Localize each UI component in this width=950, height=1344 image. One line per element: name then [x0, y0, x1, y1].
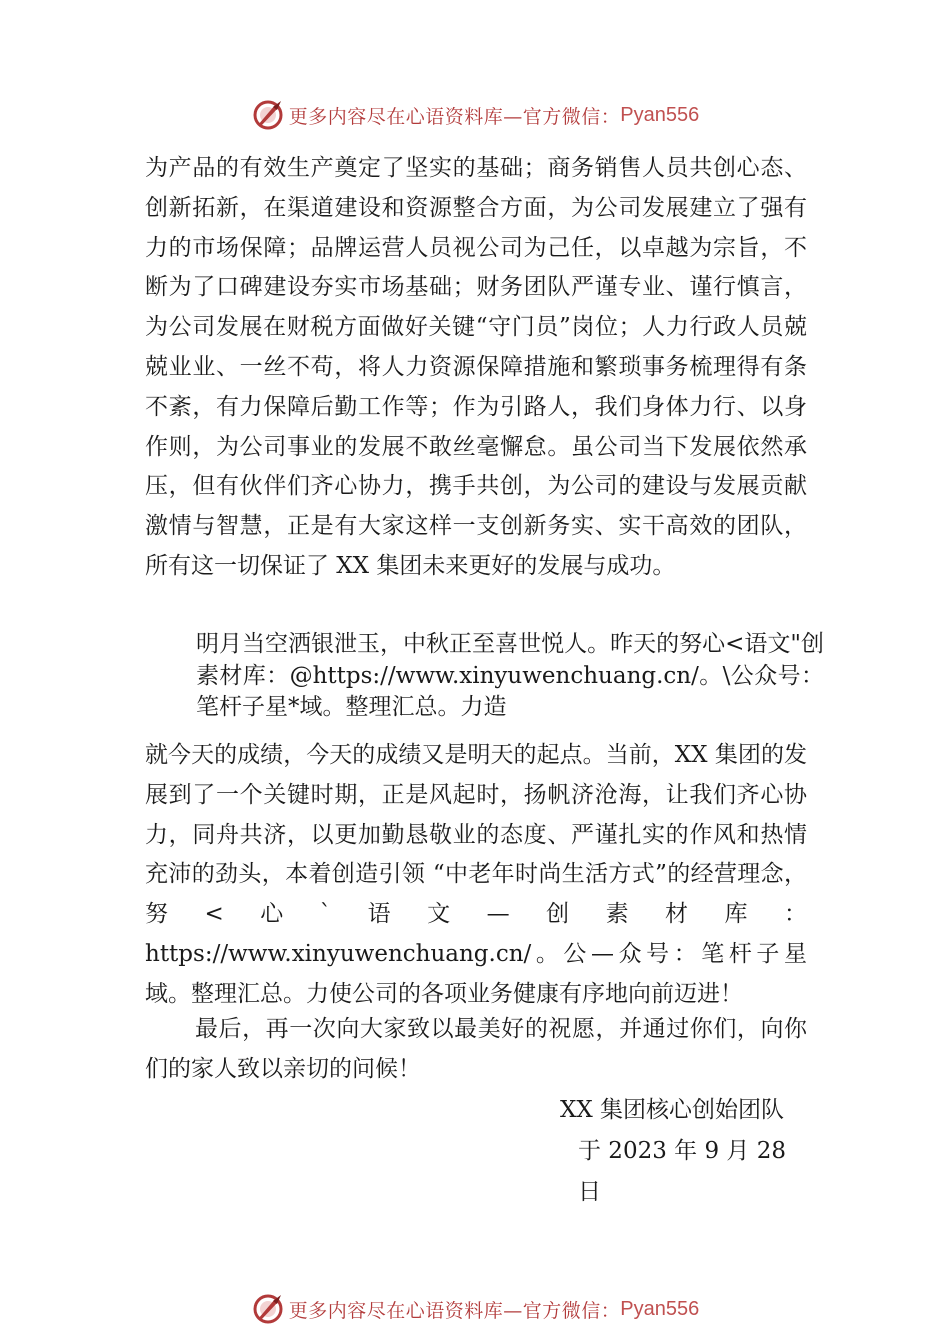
body-paragraph-4: 最后，再一次向大家致以最美好的祝愿，并通过你们，向你们的家人致以亲切的问候！ [145, 1016, 807, 1082]
footer-banner [0, 1289, 950, 1329]
quill-pen-logo-icon [251, 98, 285, 132]
body-paragraph-3: 就今天的成绩，今天的成绩又是明天的起点。当前，XX 集团的发展到了一个关键时期，正是风起时，扬帆济沧海，让我们齐心协力，同舟共济，以更加勤恳敬业的态度、严谨扎实的作风和热情充沛的劲头，本着创造引领 “中老年时尚生活方式”的经营理念，努<心`语文—创素材库：https://www.xinyuwenchuang.cn/。公—众号：笔杆子星域。整理汇总。力使公司的各项业务健康有序地向前迈进！ [145, 742, 807, 1007]
banner-wechat-id: Pyan556 [620, 1297, 700, 1320]
banner-text: 更多内容尽在心语资料库—官方微信： [288, 105, 621, 128]
signature-date: 于 2023 年 9 月 28 [578, 1138, 786, 1164]
banner-wechat-id: Pyan556 [620, 103, 700, 126]
banner-text: 更多内容尽在心语资料库—官方微信： [288, 1299, 621, 1322]
signature-date-day: 日 [578, 1179, 601, 1205]
header-banner [0, 95, 950, 135]
body-paragraph-1: 为产品的有效生产奠定了坚实的基础；商务销售人员共创心态、创新拓新，在渠道建设和资源整合方面，为公司发展建立了强有力的市场保障；品牌运营人员视公司为己任，以卓越为宗旨，不断为了口碑建设夯实市场基础；财务团队严谨专业、谨行慎言，为公司发展在财税方面做好关键“守门员”岗位；人力行政人员兢兢业业、一丝不苟，将人力资源保障措施和繁琐事务梳理得有条不紊，有力保障后勤工作等；作为引路人，我们身体力行、以身作则，为公司事业的发展不敢丝毫懈怠。虽公司当下发展依然承压，但有伙伴们齐心协力，携手共创，为公司的建设与发展贡献激情与智慧，正是有大家这样一支创新务实、实干高效的团队，所有这一切保证了 XX 集团未来更好的发展与成功。 [145, 155, 807, 579]
quill-pen-logo-icon [251, 1292, 285, 1326]
body-paragraph-2: 明月当空洒银泄玉，中秋正至喜世悦人。昨天的努心<语文"创素材库：@https://www.xinyuwenchuang.cn/。\公众号：笔杆子星*域。整理汇总。力造 [196, 631, 824, 721]
signature-organization: XX 集团核心创始团队 [560, 1097, 785, 1123]
